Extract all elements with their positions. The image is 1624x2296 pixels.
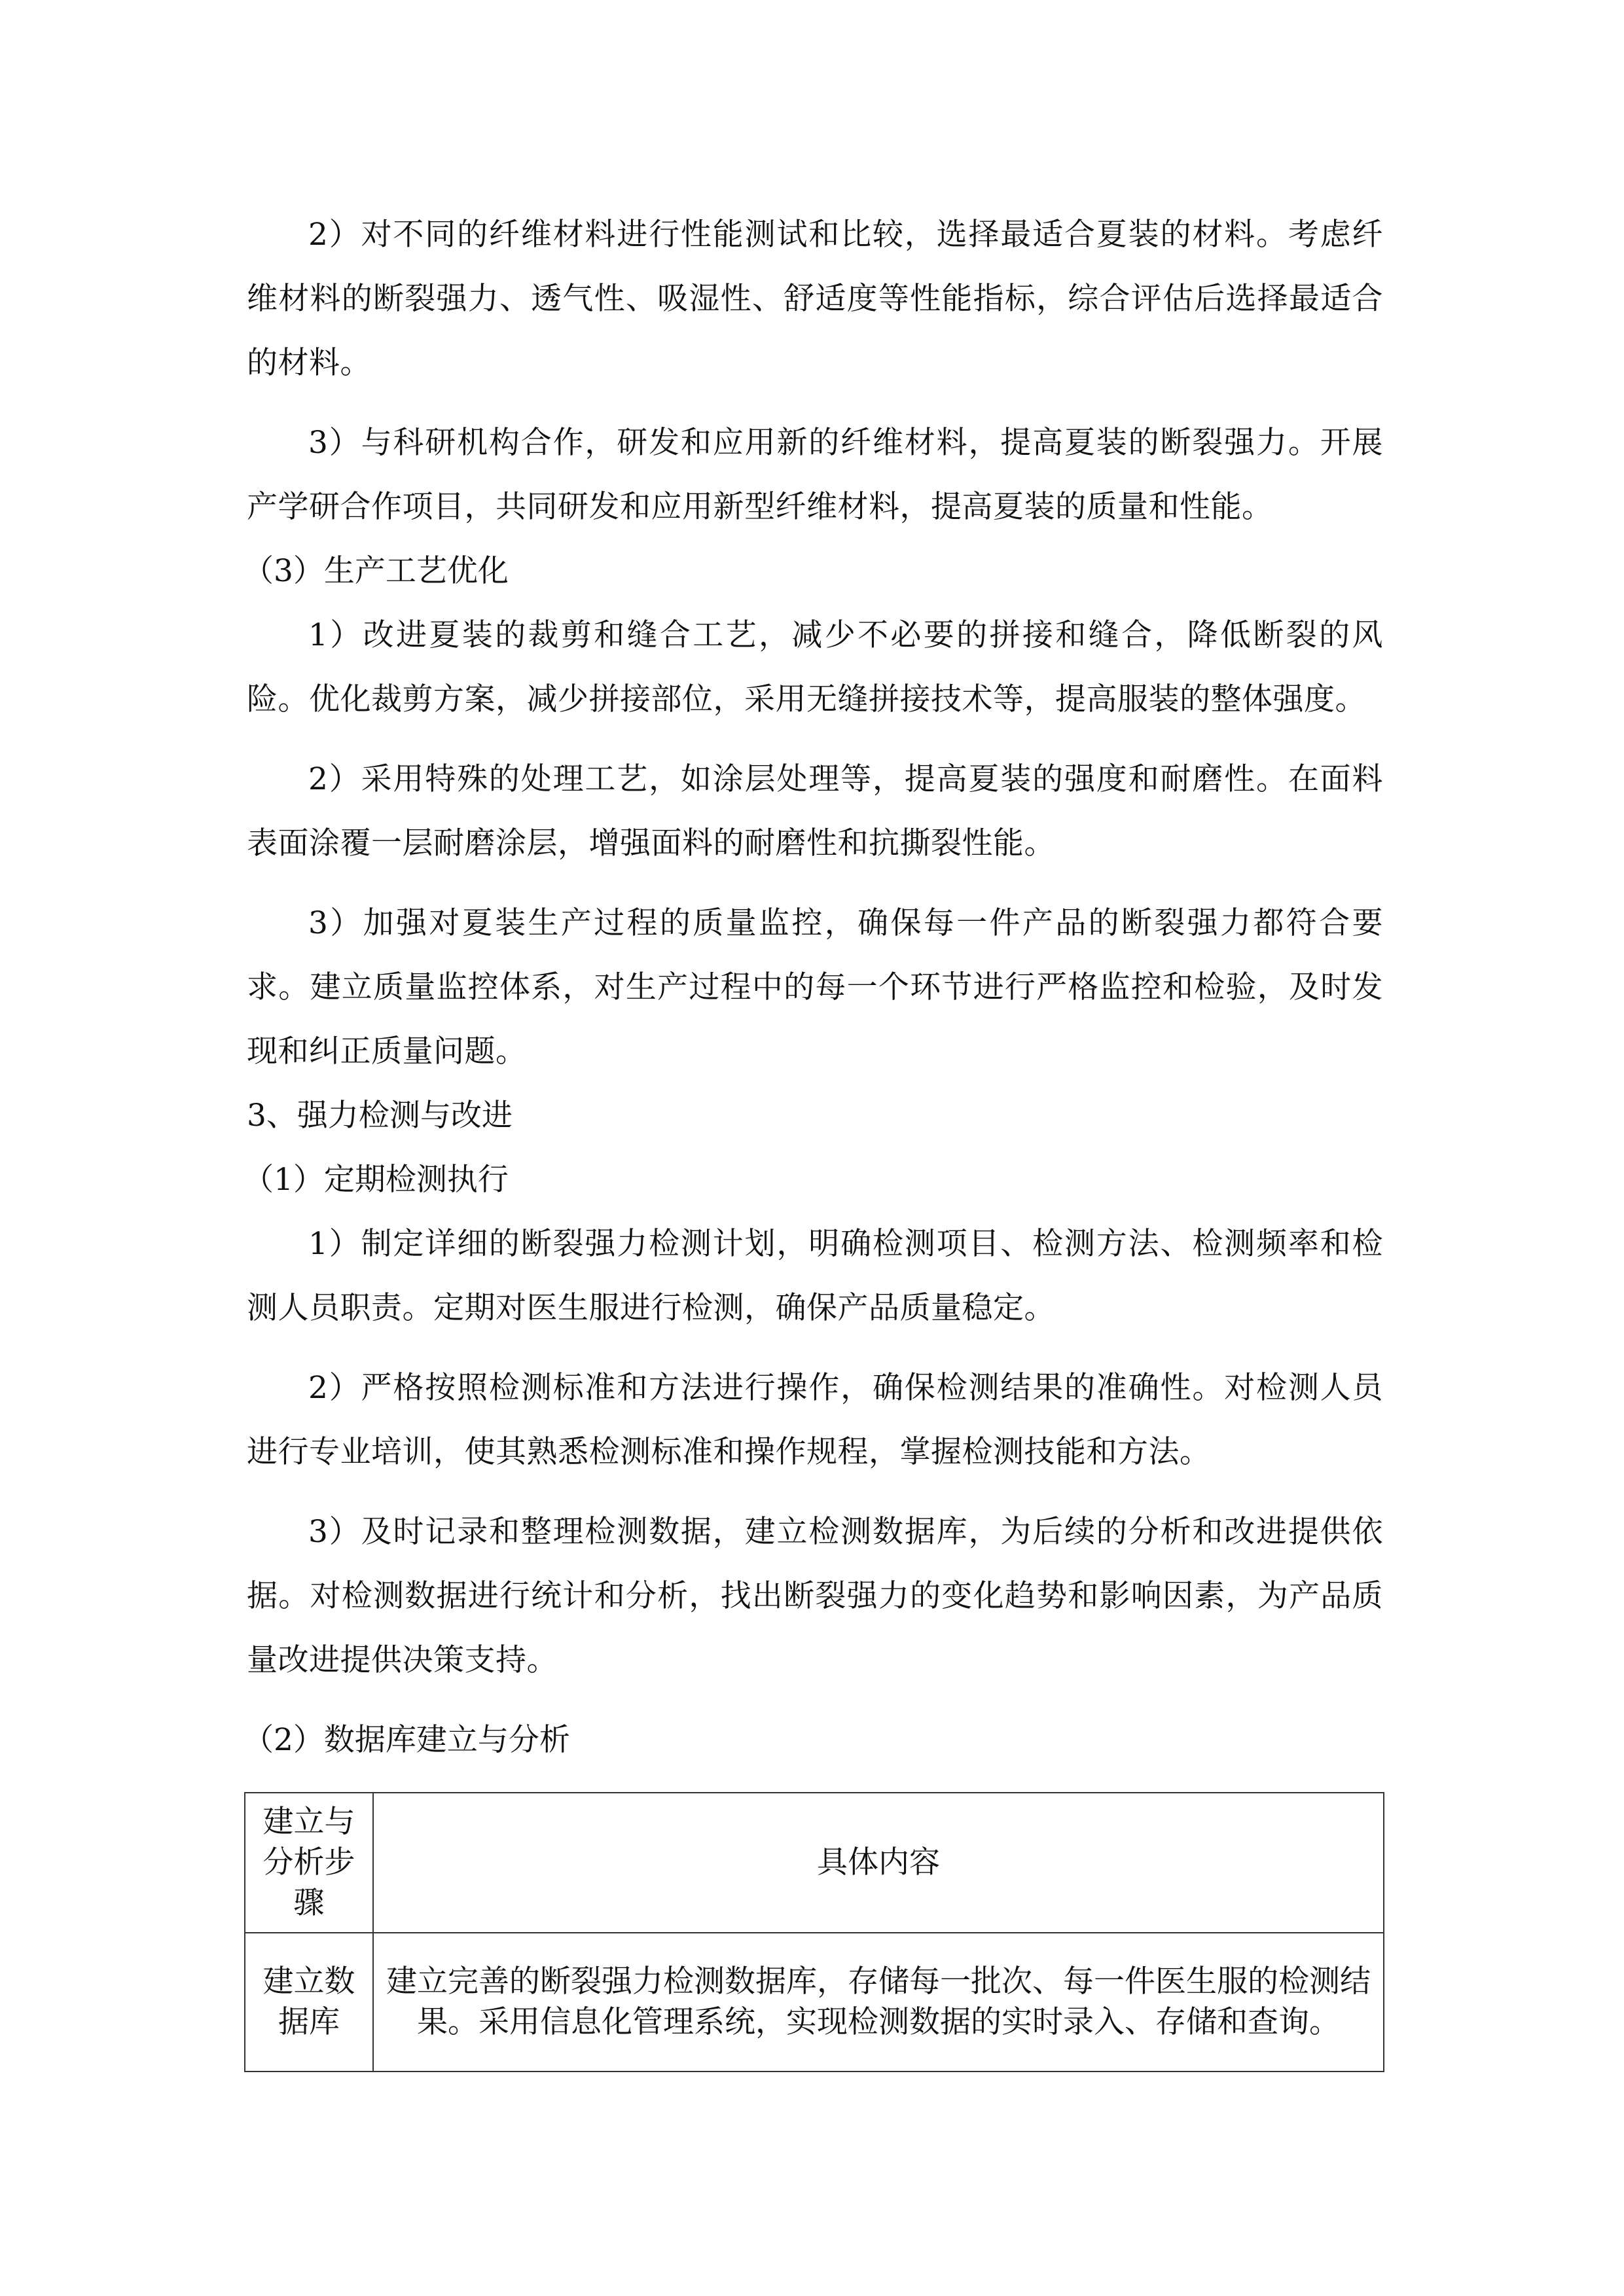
section-heading: 3、强力检测与改进: [247, 1098, 513, 1134]
paragraph: 2）对不同的纤维材料进行性能测试和比较，选择最适合夏装的材料。考虑纤维材料的断裂强力、透气性、吸湿性、舒适度等性能指标，综合评估后选择最适合的材料。: [247, 217, 1383, 381]
paragraph: 3）与科研机构合作，研发和应用新的纤维材料，提高夏装的断裂强力。开展产学研合作项目，共同研发和应用新型纤维材料，提高夏装的质量和性能。: [247, 425, 1383, 525]
paragraph: 3）及时记录和整理检测数据，建立检测数据库，为后续的分析和改进提供依据。对检测数据进行统计和分析，找出断裂强力的变化趋势和影响因素，为产品质量改进提供决策支持。: [247, 1514, 1383, 1678]
paragraph: 2）严格按照检测标准和方法进行操作，确保检测结果的准确性。对检测人员进行专业培训，使其熟悉检测标准和操作规程，掌握检测技能和方法。: [247, 1370, 1383, 1470]
section-heading: （2）数据库建立与分析: [243, 1722, 570, 1758]
table-cell-step: 建立数据库: [245, 1933, 373, 2072]
paragraph: 3）加强对夏装生产过程的质量监控，确保每一件产品的断裂强力都符合要求。建立质量监控体系，对生产过程中的每一个环节进行严格监控和检验，及时发现和纠正质量问题。: [247, 905, 1383, 1069]
table-header-row: [245, 1793, 1384, 1933]
table-header-step: 建立与分析步骤: [245, 1793, 373, 1933]
table-row: [245, 1933, 1384, 2072]
paragraph: 1）制定详细的断裂强力检测计划，明确检测项目、检测方法、检测频率和检测人员职责。定期对医生服进行检测，确保产品质量稳定。: [247, 1226, 1383, 1326]
table-header-content: 具体内容: [373, 1793, 1384, 1933]
section-heading: （1）定期检测执行: [243, 1162, 509, 1198]
paragraph: 1）改进夏装的裁剪和缝合工艺，减少不必要的拼接和缝合，降低断裂的风险。优化裁剪方案，减少拼接部位，采用无缝拼接技术等，提高服装的整体强度。: [247, 617, 1383, 717]
paragraph: 2）采用特殊的处理工艺，如涂层处理等，提高夏装的强度和耐磨性。在面料表面涂覆一层耐磨涂层，增强面料的耐磨性和抗撕裂性能。: [247, 761, 1383, 861]
database-table: [244, 1792, 1384, 2072]
section-heading: （3）生产工艺优化: [243, 553, 509, 589]
document-body: [243, 203, 1383, 1772]
table-cell-content: 建立完善的断裂强力检测数据库，存储每一批次、每一件医生服的检测结果。采用信息化管理系统，实现检测数据的实时录入、存储和查询。: [373, 1933, 1384, 2072]
